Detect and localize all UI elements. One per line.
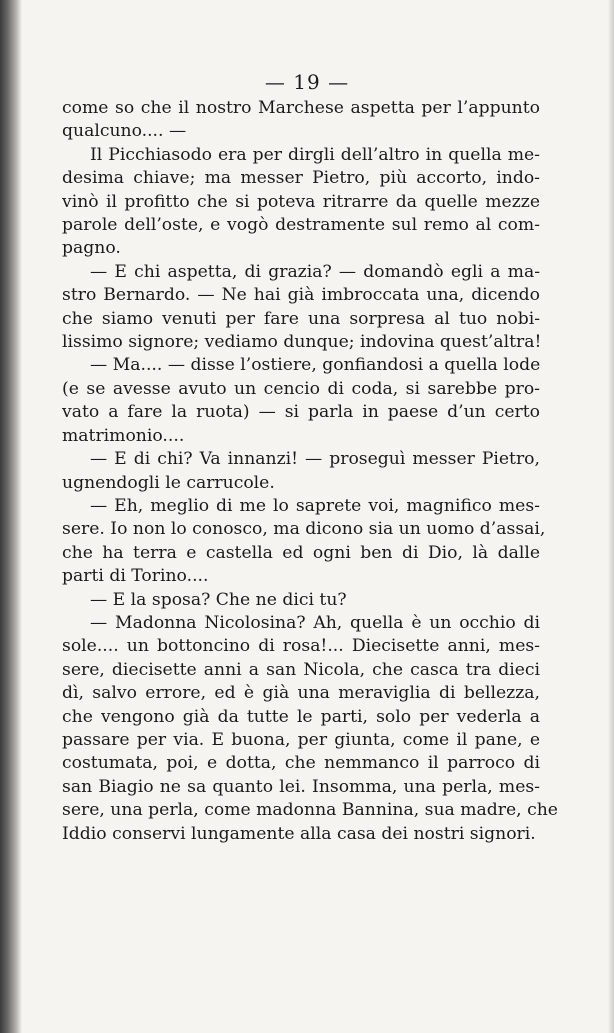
text-line: matrimonio.... [62,425,185,446]
text-line: san Biagio ne sa quanto lei. Insomma, una perla, mes- [62,776,540,797]
text-line: parti di Torino.... [62,566,209,587]
text-line: lissimo signore; vediamo dunque; indovina quest’altra! [62,332,542,353]
text-line: costumata, poi, e dotta, che nemmanco il parroco di [62,753,540,774]
text-line: sere. Io non lo conosco, ma dicono sia un uomo d’assai, [62,519,546,540]
text-line: — Ma.... — disse l’ostiere, gonfiandosi a quella lode [90,355,541,376]
text-line: che vengono già da tutte le parti, solo per vederla a [62,706,540,727]
text-line: che siamo venuti per fare una sorpresa al tuo nobi- [62,308,540,329]
text-line: ugnendogli le carrucole. [62,472,275,493]
text-line: — E chi aspetta, di grazia? — domandò egli a ma- [90,261,540,282]
binding-edge [0,0,22,1033]
text-line: pagno. [62,238,121,259]
text-line: desima chiave; ma messer Pietro, più accorto, indo- [62,168,540,189]
text-line: sere, diecisette anni a san Nicola, che casca tra dieci [62,659,540,680]
text-line: vinò il profitto che si poteva ritrarre da quelle mezze [62,191,540,212]
text-line: stro Bernardo. — Ne hai già imbroccata una, dicendo [62,285,540,306]
text-line: — Eh, meglio di me lo saprete voi, magnifico mes- [90,495,540,516]
text-line: — E la sposa? Che ne dici tu? [90,589,347,610]
text-line: dì, salvo errore, ed è già una meraviglia di bellezza, [62,683,540,704]
text-line: che ha terra e castella ed ogni ben di Dio, là dalle [62,542,540,563]
body-text [62,97,558,846]
text-line: (e se avesse avuto un cencio di coda, si sarebbe pro- [62,378,540,399]
text-line: — Madonna Nicolosina? Ah, quella è un occhio di [90,612,540,633]
text-line: qualcuno.... — [62,121,187,142]
text-line: vato a fare la ruota) — si parla in paese d’un certo [62,402,540,423]
text-line: Iddio conservi lungamente alla casa dei nostri signori. [62,823,536,844]
text-line: parole dell’oste, e vogò destramente sul remo al com- [62,215,540,236]
text-line: sole.... un bottoncino di rosa!... Diecisette anni, mes- [62,636,540,657]
text-line: come so che il nostro Marchese aspetta per l’appunto [62,98,540,118]
page-number: — 19 — [264,70,350,94]
text-line: — E di chi? Va innanzi! — proseguì messer Pietro, [90,449,540,470]
page-edge-shadow [608,0,614,1033]
text-line: sere, una perla, come madonna Bannina, sua madre, che [62,800,558,821]
text-line: Il Picchiasodo era per dirgli dell’altro in quella me- [90,144,540,165]
text-line: passare per via. E buona, per giunta, come il pane, e [62,729,540,750]
